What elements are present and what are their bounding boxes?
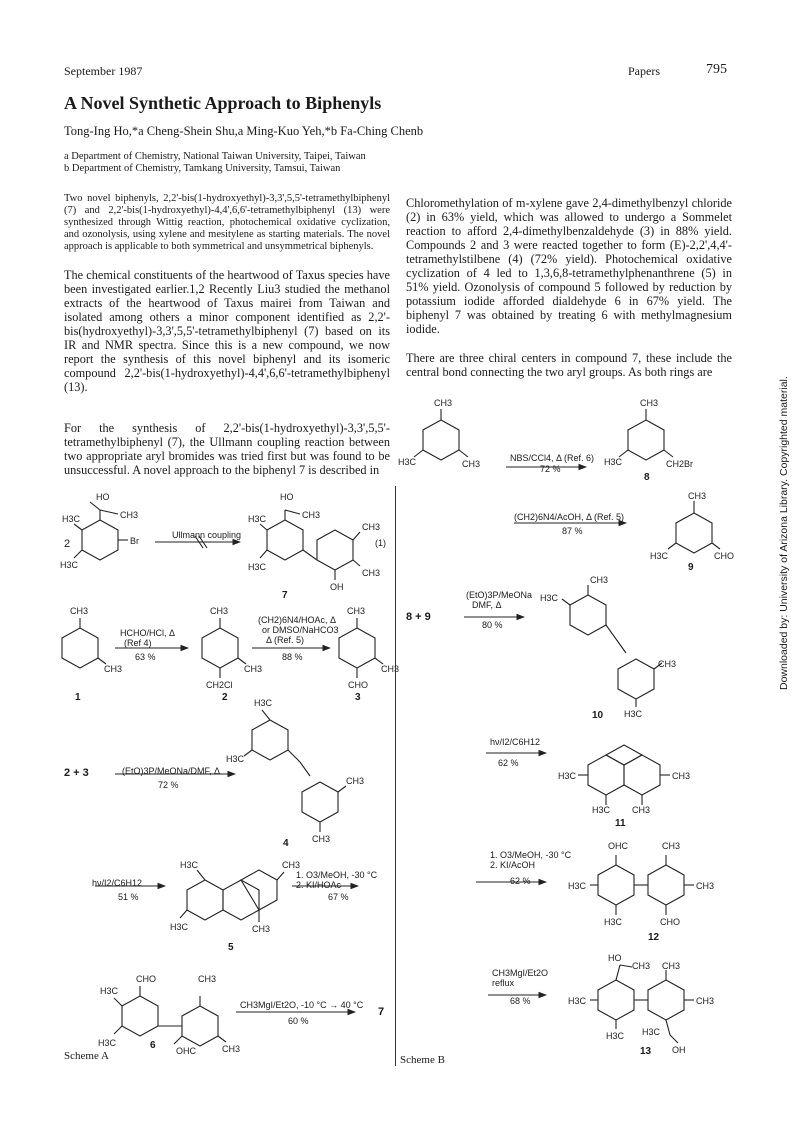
svg-text:H3C: H3C	[170, 922, 189, 932]
reagent-2-alt: or DMSO/NaHCO3	[262, 625, 339, 635]
ullmann-label: Ullmann coupling	[172, 530, 242, 540]
compound-9-label: 9	[688, 562, 694, 573]
paragraph-chloromethylation: Chloromethylation of m-xylene gave 2,4-dimethylbenzyl chloride (2) in 63% yield, which was allowed to undergo a Sommelet reaction to afford 2,4-dimethylbenzaldehyde (3) in 88% yield. Compounds 2 and 3 were reacted together to form (E)-2,2',4,4'-tetramethylstilbene (4) (72% yield). Photochemical oxidative cyclization of 4 led to 1,3,6,8-tetramethylphenanthrene (5) in 51% yield. Ozonolysis of compound 5 followed by reduction by potassium iodide afforded dialdehyde 6 in 67% yield. The biphenyl 7 was obtained by treating 6 with methylmagnesium iodide.	[406, 196, 732, 336]
reagent-b5b: 2. KI/AcOH	[490, 860, 536, 870]
coefficient-2: 2	[64, 538, 71, 550]
scheme-b-caption: Scheme B	[400, 1054, 445, 1066]
download-notice: Downloaded by: University of Arizona Library. Copyrighted material.	[778, 376, 790, 690]
reagent-2-ref: Δ (Ref. 5)	[266, 635, 305, 645]
scheme-b-diagram	[396, 395, 756, 1075]
compound-2-label: 2	[222, 692, 228, 703]
yield-1: 63 %	[135, 652, 156, 662]
svg-text:H3C: H3C	[248, 514, 267, 524]
svg-text:H3C: H3C	[592, 805, 611, 815]
svg-text:H3C: H3C	[60, 560, 79, 570]
svg-text:CH3: CH3	[662, 961, 681, 971]
reagent-1: HCHO/HCl, Δ	[120, 628, 176, 638]
svg-text:CH3: CH3	[252, 924, 271, 934]
page-number: 795	[706, 62, 727, 77]
svg-text:CH3: CH3	[362, 568, 381, 578]
compound-7-product: 7	[378, 1006, 385, 1018]
reagent-2: (CH2)6N4/HOAc, Δ	[258, 615, 337, 625]
svg-text:OHC: OHC	[176, 1046, 196, 1056]
svg-text:H3C: H3C	[642, 1027, 661, 1037]
svg-text:CH3: CH3	[210, 606, 229, 616]
reagent-3: (EtO)3P/MeONa/DMF, Δ	[122, 766, 221, 776]
yield-b2: 87 %	[562, 526, 583, 536]
svg-text:CH3: CH3	[222, 1044, 241, 1054]
svg-text:H3C: H3C	[624, 709, 643, 719]
compound-5-label: 5	[228, 942, 234, 953]
svg-text:CH3: CH3	[434, 398, 453, 408]
reactants-2-3: 2 + 3	[64, 767, 89, 779]
affiliation-a: a Department of Chemistry, National Taiwan University, Taipei, Taiwan	[64, 151, 366, 162]
paragraph-intro: The chemical constituents of the heartwood of Taxus species have been investigated earlier.1,2 Recently Liu3 studied the methanol extracts of the heartwood of Taxus mairei from Taiwan and isolated among others a minor component identified as 2,2'-bis(hydroxyethyl)-3,3',5,5'-tetramethylbiphenyl (7) based on its IR and NMR spectra. Since this is a new compound, we now report the synthesis of this novel biphenyl and its isomeric compound 2,2'-bis(1-hydroxyethyl)-4,4',6,6'-tetramethylbiphenyl (13).	[64, 268, 390, 394]
svg-text:H3C: H3C	[398, 457, 417, 467]
svg-text:H3C: H3C	[62, 514, 81, 524]
svg-text:OH: OH	[672, 1045, 686, 1055]
svg-text:CH3: CH3	[462, 459, 481, 469]
yield-4: 51 %	[118, 892, 139, 902]
svg-text:CH3: CH3	[590, 575, 609, 585]
svg-text:Br: Br	[130, 536, 139, 546]
svg-text:CHO: CHO	[348, 680, 368, 690]
svg-text:CH3: CH3	[70, 606, 89, 616]
equation-number: (1)	[375, 538, 386, 548]
yield-5: 67 %	[328, 892, 349, 902]
abstract: Two novel biphenyls, 2,2'-bis(1-hydroxyethyl)-3,3',5,5'-tetramethylbiphenyl (7) and 2,2'-bis(1-hydroxyethyl)-4,4',6,6'-tetramethylbiphenyl (13) were synthesized through Wittig reaction, photochemical oxidative cyclization, and ozonolysis, using xylene and mesitylene as starting materials. The novel approach is applicable to both symmetrical and unsymmetrical biphenyls.	[64, 193, 390, 252]
compound-6-label: 6	[150, 1040, 156, 1051]
compound-10-label: 10	[592, 710, 604, 721]
svg-text:CH3: CH3	[104, 664, 123, 674]
svg-text:CH3: CH3	[662, 841, 681, 851]
paragraph-synthesis: For the synthesis of 2,2'-bis(1-hydroxyethyl)-3,3',5,5'-tetramethylbiphenyl (7), the Ullmann coupling reaction between two appropriate aryl bromides was tried first but was found to be unsuccessful. A novel approach to the biphenyl 7 is described in	[64, 421, 390, 477]
compound-13-label: 13	[640, 1046, 652, 1057]
svg-text:CH3: CH3	[696, 996, 715, 1006]
svg-text:H3C: H3C	[98, 1038, 117, 1048]
svg-text:CH2Cl: CH2Cl	[206, 680, 233, 690]
svg-text:H3C: H3C	[100, 986, 119, 996]
paragraph-chiral: There are three chiral centers in compound 7, these include the central bond connecting the two aryl groups. As both rings are	[406, 351, 732, 379]
compound-8-label: 8	[644, 472, 650, 483]
yield-b6: 68 %	[510, 996, 531, 1006]
scheme-a-diagram	[0, 486, 400, 1066]
svg-text:H3C: H3C	[540, 593, 559, 603]
svg-text:OHC: OHC	[608, 841, 628, 851]
compound-3-label: 3	[355, 692, 361, 703]
yield-b1: 72 %	[540, 464, 561, 474]
svg-text:OH: OH	[330, 582, 344, 592]
svg-text:H3C: H3C	[226, 754, 245, 764]
compound-4-label: 4	[283, 838, 289, 849]
reagent-5b: 2. KI/HOAc	[296, 880, 342, 890]
reagent-b3b: DMF, Δ	[472, 600, 502, 610]
yield-6: 60 %	[288, 1016, 309, 1026]
reagent-1-ref: (Ref 4)	[124, 638, 152, 648]
article-title: A Novel Synthetic Approach to Biphenyls	[64, 93, 382, 113]
svg-text:H3C: H3C	[568, 996, 587, 1006]
reagent-5: 1. O3/MeOH, -30 °C	[296, 870, 378, 880]
svg-text:HO: HO	[608, 953, 622, 963]
svg-text:CHO: CHO	[714, 551, 734, 561]
reagent-b5: 1. O3/MeOH, -30 °C	[490, 850, 572, 860]
svg-text:CH3: CH3	[632, 805, 651, 815]
svg-text:H3C: H3C	[558, 771, 577, 781]
reagent-b2: (CH2)6N4/AcOH, Δ (Ref. 5)	[514, 512, 625, 522]
compound-12-label: 12	[648, 932, 660, 943]
yield-3: 72 %	[158, 780, 179, 790]
compound-7-label: 7	[282, 590, 288, 601]
scheme-a-caption: Scheme A	[64, 1050, 109, 1062]
svg-text:H3C: H3C	[568, 881, 587, 891]
svg-text:CH3: CH3	[672, 771, 691, 781]
svg-text:CH3: CH3	[312, 834, 331, 844]
reagent-b4: hν/I2/C6H12	[490, 737, 541, 747]
svg-text:CH3: CH3	[696, 881, 715, 891]
svg-text:HO: HO	[96, 492, 110, 502]
yield-2: 88 %	[282, 652, 303, 662]
svg-text:HO: HO	[280, 492, 294, 502]
svg-text:CH2Br: CH2Br	[666, 459, 694, 469]
svg-text:CH3: CH3	[347, 606, 366, 616]
reagent-b6: CH3MgI/Et2O	[492, 968, 549, 978]
svg-text:CH3: CH3	[198, 974, 217, 984]
reagent-4: hν/I2/C6H12	[92, 878, 143, 888]
svg-text:H3C: H3C	[180, 860, 199, 870]
compound-11-label: 11	[615, 818, 626, 829]
svg-text:CH3: CH3	[120, 510, 139, 520]
svg-text:CH3: CH3	[282, 860, 301, 870]
svg-text:CHO: CHO	[136, 974, 156, 984]
svg-text:CH3: CH3	[362, 522, 381, 532]
svg-text:H3C: H3C	[248, 562, 267, 572]
svg-text:CH3: CH3	[632, 961, 651, 971]
yield-b5: 62 %	[510, 876, 531, 886]
svg-text:CH3: CH3	[244, 664, 263, 674]
reagent-b3: (EtO)3P/MeONa	[466, 590, 533, 600]
compound-1-label: 1	[75, 692, 81, 703]
svg-text:CH3: CH3	[381, 664, 400, 674]
svg-text:CH3: CH3	[346, 776, 365, 786]
author-list: Tong-Ing Ho,*a Cheng-Shein Shu,a Ming-Kuo Yeh,*b Fa-Ching Chenb	[64, 124, 424, 138]
svg-text:H3C: H3C	[606, 1031, 625, 1041]
svg-text:CH3: CH3	[688, 491, 707, 501]
reactants-8-9: 8 + 9	[406, 611, 431, 623]
svg-text:H3C: H3C	[650, 551, 669, 561]
svg-text:CH3: CH3	[640, 398, 659, 408]
reagent-b6b: reflux	[492, 978, 515, 988]
affiliation-b: b Department of Chemistry, Tamkang University, Tamsui, Taiwan	[64, 163, 341, 174]
svg-text:H3C: H3C	[604, 457, 623, 467]
svg-text:H3C: H3C	[604, 917, 623, 927]
running-date: September 1987	[64, 64, 143, 78]
svg-text:CH3: CH3	[302, 510, 321, 520]
svg-text:H3C: H3C	[254, 698, 273, 708]
reagent-b1: NBS/CCl4, Δ (Ref. 6)	[510, 453, 595, 463]
section-name: Papers	[628, 64, 660, 78]
reagent-6: CH3MgI/Et2O, -10 °C → 40 °C	[240, 1000, 364, 1010]
yield-b3: 80 %	[482, 620, 503, 630]
svg-text:CHO: CHO	[660, 917, 680, 927]
svg-text:CH3: CH3	[658, 659, 677, 669]
yield-b4: 62 %	[498, 758, 519, 768]
